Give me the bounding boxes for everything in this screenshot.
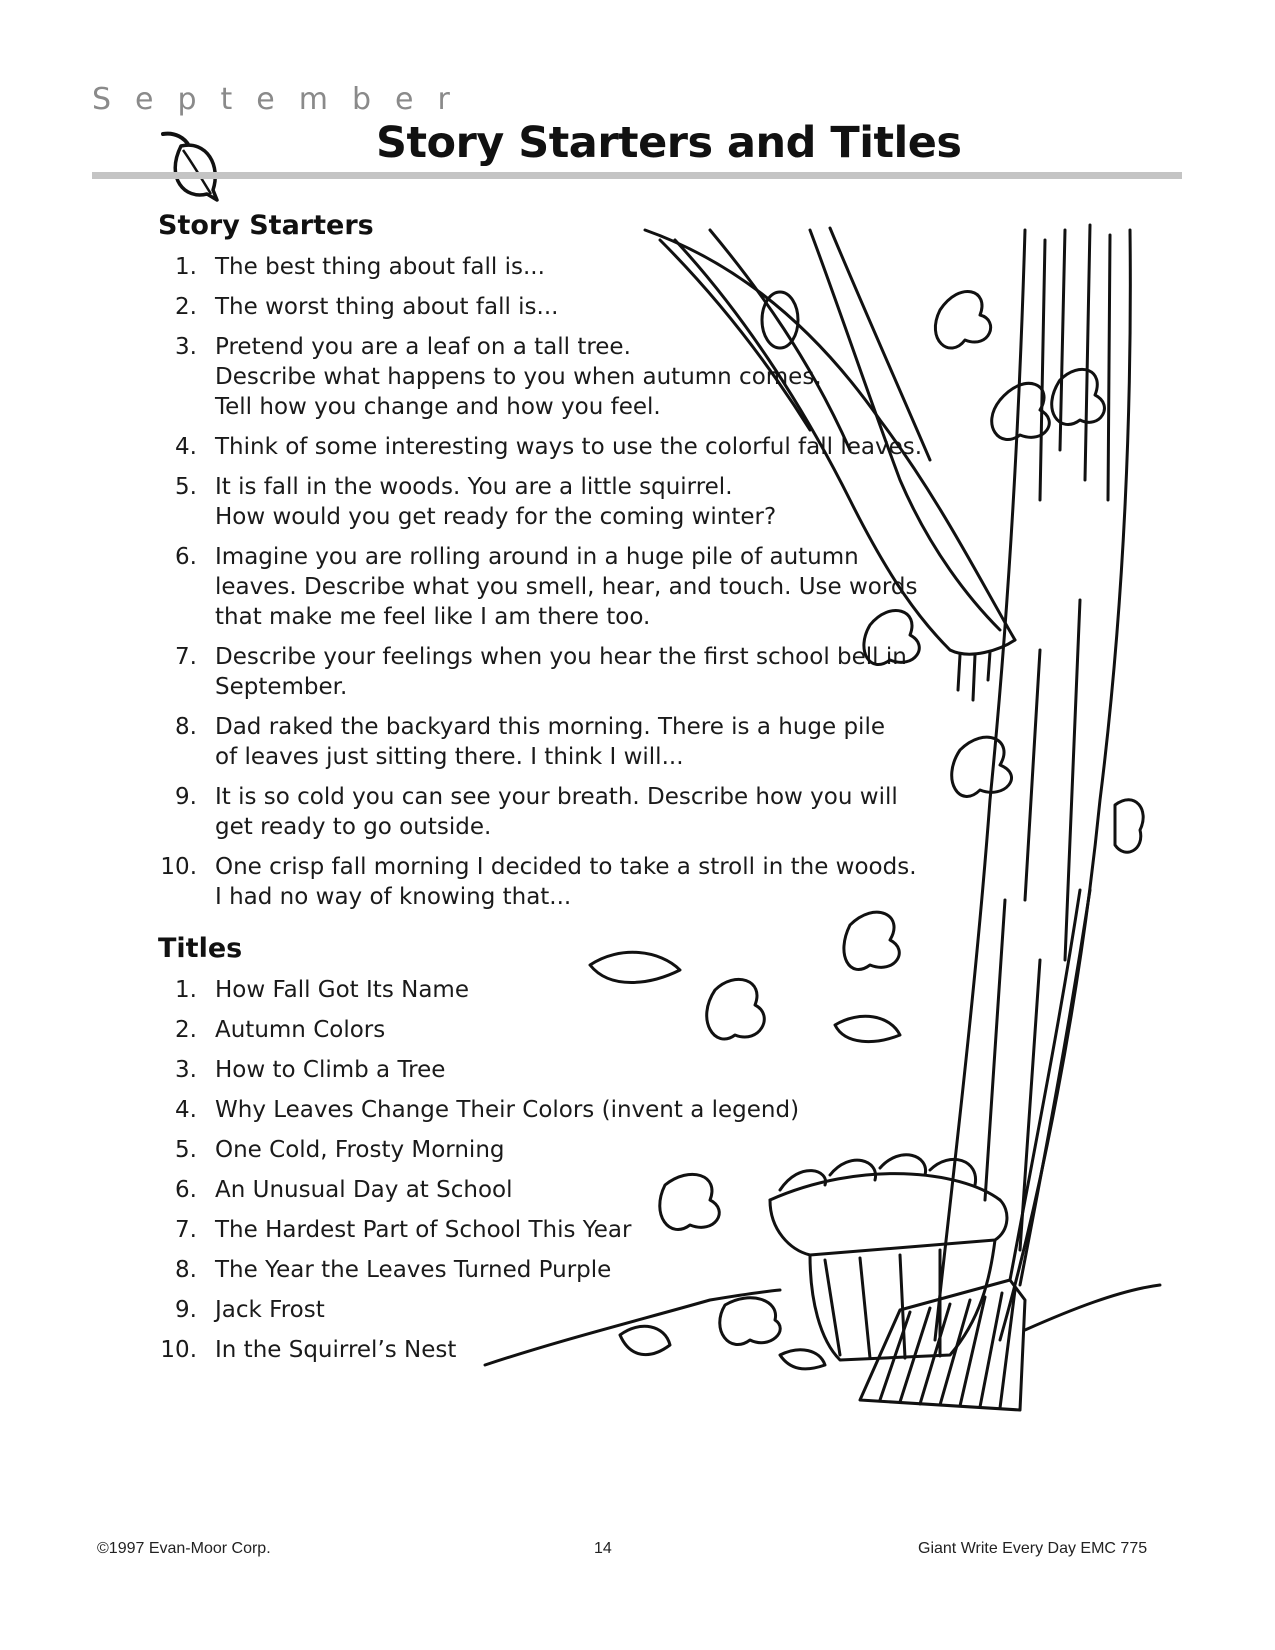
item-number: 3. — [175, 1057, 197, 1083]
item-number: 8. — [175, 1257, 197, 1283]
item-number: 5. — [175, 1137, 197, 1163]
item-text-line: It is fall in the woods. You are a little squirrel. — [215, 474, 733, 500]
item-text-line: Tell how you change and how you feel. — [215, 394, 661, 420]
item-text — [215, 1335, 456, 1365]
item-text — [215, 1015, 385, 1045]
footer-page-number: 14 — [594, 1540, 612, 1557]
item-text-line: get ready to go outside. — [215, 814, 492, 840]
item-number: 3. — [175, 334, 197, 360]
item-text-line: Describe your feelings when you hear the first school bell in — [215, 644, 907, 670]
item-text-line: I had no way of knowing that... — [215, 884, 572, 910]
title-divider — [92, 172, 1182, 179]
item-text-line: Pretend you are a leaf on a tall tree. — [215, 334, 631, 360]
item-number: 1. — [175, 254, 197, 280]
item-text-line: Why Leaves Change Their Colors (invent a legend) — [215, 1097, 800, 1123]
item-text-line: How Fall Got Its Name — [215, 977, 469, 1003]
page-title: Story Starters and Titles — [376, 118, 962, 168]
item-number: 9. — [175, 1297, 197, 1323]
item-text-line: Dad raked the backyard this morning. There is a huge pile — [215, 714, 885, 740]
month-label: September — [92, 82, 474, 117]
item-text-line: In the Squirrel’s Nest — [215, 1337, 457, 1363]
item-text-line: leaves. Describe what you smell, hear, and touch. Use words — [215, 574, 918, 600]
item-number: 10. — [160, 1337, 197, 1363]
story-starters-heading: Story Starters — [158, 210, 374, 241]
item-number: 4. — [175, 1097, 197, 1123]
item-text-line: Describe what happens to you when autumn comes. — [215, 364, 822, 390]
footer-book-title: Giant Write Every Day EMC 775 — [918, 1540, 1148, 1557]
item-text-line: One crisp fall morning I decided to take a stroll in the woods. — [215, 854, 917, 880]
item-text — [215, 1175, 512, 1205]
item-number: 9. — [175, 784, 197, 810]
item-text — [215, 975, 469, 1005]
titles-heading: Titles — [158, 933, 243, 964]
item-number: 7. — [175, 1217, 197, 1243]
item-text-line: One Cold, Frosty Morning — [215, 1137, 505, 1163]
item-text-line: Think of some interesting ways to use the colorful fall leaves. — [215, 434, 923, 460]
item-text-line: The best thing about fall is... — [215, 254, 545, 280]
item-text-line: It is so cold you can see your breath. Describe how you will — [215, 784, 898, 810]
item-text-line: How would you get ready for the coming winter? — [215, 504, 777, 530]
item-number: 2. — [175, 1017, 197, 1043]
item-number: 4. — [175, 434, 197, 460]
basket-icon — [770, 1155, 1007, 1360]
item-number: 10. — [160, 854, 197, 880]
item-text-line: The worst thing about fall is... — [215, 294, 559, 320]
item-text-line: An Unusual Day at School — [215, 1177, 513, 1203]
item-number: 1. — [175, 977, 197, 1003]
item-number: 7. — [175, 644, 197, 670]
item-text-line: of leaves just sitting there. I think I will... — [215, 744, 684, 770]
item-text-line: How to Climb a Tree — [215, 1057, 446, 1083]
item-text-line: September. — [215, 674, 348, 700]
item-text — [215, 1295, 325, 1325]
falling-leaves — [590, 291, 1143, 1368]
item-text-line: Jack Frost — [215, 1297, 325, 1323]
item-text — [215, 1135, 505, 1165]
item-text — [215, 1055, 445, 1085]
leaf-icon — [155, 128, 225, 208]
item-text-line: The Year the Leaves Turned Purple — [215, 1257, 612, 1283]
item-text-line: that make me feel like I am there too. — [215, 604, 651, 630]
item-text-line: Autumn Colors — [215, 1017, 386, 1043]
autumn-tree-illustration — [480, 200, 1220, 1500]
item-number: 6. — [175, 544, 197, 570]
item-number: 6. — [175, 1177, 197, 1203]
item-text-line: The Hardest Part of School This Year — [215, 1217, 632, 1243]
footer-copyright: ©1997 Evan-Moor Corp. — [97, 1540, 271, 1557]
item-number: 2. — [175, 294, 197, 320]
ground-line — [485, 1285, 1160, 1365]
item-text-line: Imagine you are rolling around in a huge pile of autumn — [215, 544, 859, 570]
item-number: 8. — [175, 714, 197, 740]
item-number: 5. — [175, 474, 197, 500]
